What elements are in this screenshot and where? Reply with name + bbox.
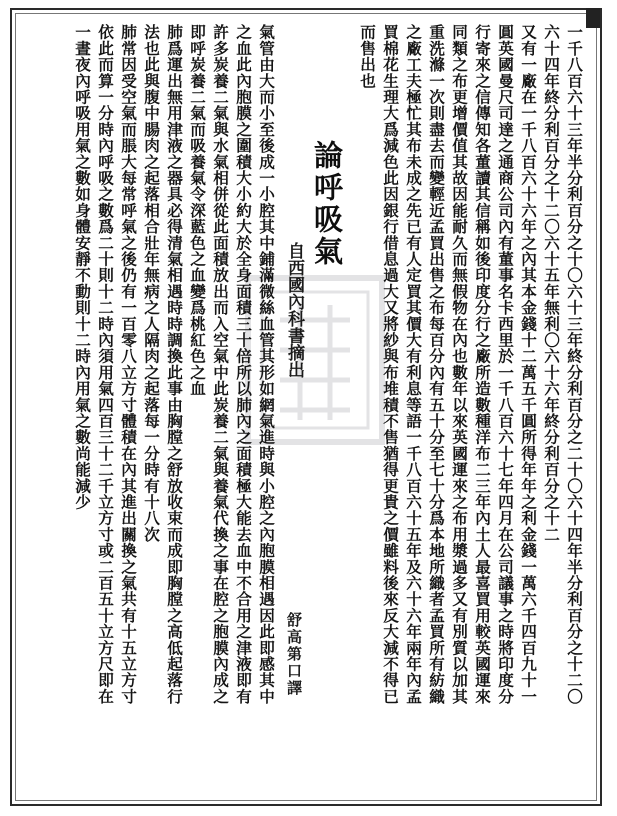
article1-column-10: 而售出也 xyxy=(358,24,377,89)
article1-column-7: 重洗滌一次則盡去而變輕近孟買出售之布每百分內有五十分至七十分爲本地所織者孟買所有紡織 xyxy=(427,24,446,705)
page-corner-mark xyxy=(586,8,600,28)
article-source: 自西國內科書摘出 xyxy=(284,242,304,378)
article2-column-3: 許多炭養二氣與水氣相併從此面積放出而入空氣中此炭養二氣與養氣代換之事在腔之胞膜內成之 xyxy=(211,24,230,705)
article1-column-4: 圓英國曼尺司達之通商公司內有董事名卡西里於一千八百六十七年四月在公司議事之時將印度分 xyxy=(496,24,515,705)
article1-column-3: 又有一廠在一千八百六十六年之內其本金錢十二萬五千圓所得年年之利金錢一萬六千四百九十一 xyxy=(519,24,538,705)
article1-column-9: 買棉花生理大爲減色此因銀行借息過大又將紗與布堆積不售猶得更貴之價雖料後來反大減不得已 xyxy=(381,24,400,705)
article2-column-5: 肺爲運出無用津液之器具必得清氣相遇時時調換此事由胸膛之舒放收束而成即胸膛之高低起落行 xyxy=(165,24,184,705)
article1-column-1: 一千八百六十三年半分利百分之十〇六十三年終分利百分之二十〇六十四年半分利百分之十二〇 xyxy=(565,24,584,705)
article2-column-4: 即呼炭養二氣而吸養氣令深藍色之血變爲桃紅色之血 xyxy=(188,24,207,397)
article2-column-1: 氣管由大而小至後成一小腔其中鋪滿微絲血管其形如網氣進時與小腔之內胞膜相遇因此即感其中 xyxy=(257,24,276,705)
translator-credit: 舒高第口譯 xyxy=(285,612,303,697)
article1-column-2: 六十四年終分利百分之十二〇六十五年無利〇六十六年終分利百分之十二 xyxy=(542,24,561,543)
article1-column-5: 行寄來之信傳知各董讀其信稱如後印度分行之廠所造數種洋布二三年內土人最喜買用較英國運來 xyxy=(473,24,492,705)
article2-column-8: 依此而算一分時內呼吸之數爲二十則十二時內須用氣四百三十二千立方寸或二百五十立方尺即在 xyxy=(96,24,115,705)
article2-column-9: 一晝夜內呼吸用氣之數如身體安靜不動則十二時內用氣之數尚能減少 xyxy=(73,24,92,510)
article2-column-7: 肺常因受空氣而脹大每常呼氣之後仍有一百零八立方寸體積在內其進出關換之氣共有十五立方寸 xyxy=(119,24,138,705)
article1-column-6: 同類之布更增價值其故因能耐久而無假物在內也數年以來英國運來之布用漿過多又有別質以加其 xyxy=(450,24,469,705)
article2-column-2: 之血此內胞膜之圍積大小約大於全身面積三十倍所以肺內之面積極大能去血中不合用之津液即有 xyxy=(234,24,253,705)
article1-column-8: 之廠工夫極忙其布未成之先已有人定買其價大有利息等語一千八百六十五年及六十六年兩年內孟 xyxy=(404,24,423,705)
article2-column-6: 法也此與腹中腸肉之起落相合壯年無病之人隔肉之起落每一分時有十八次 xyxy=(142,24,161,543)
article-title: 論呼吸氣 xyxy=(310,140,344,268)
